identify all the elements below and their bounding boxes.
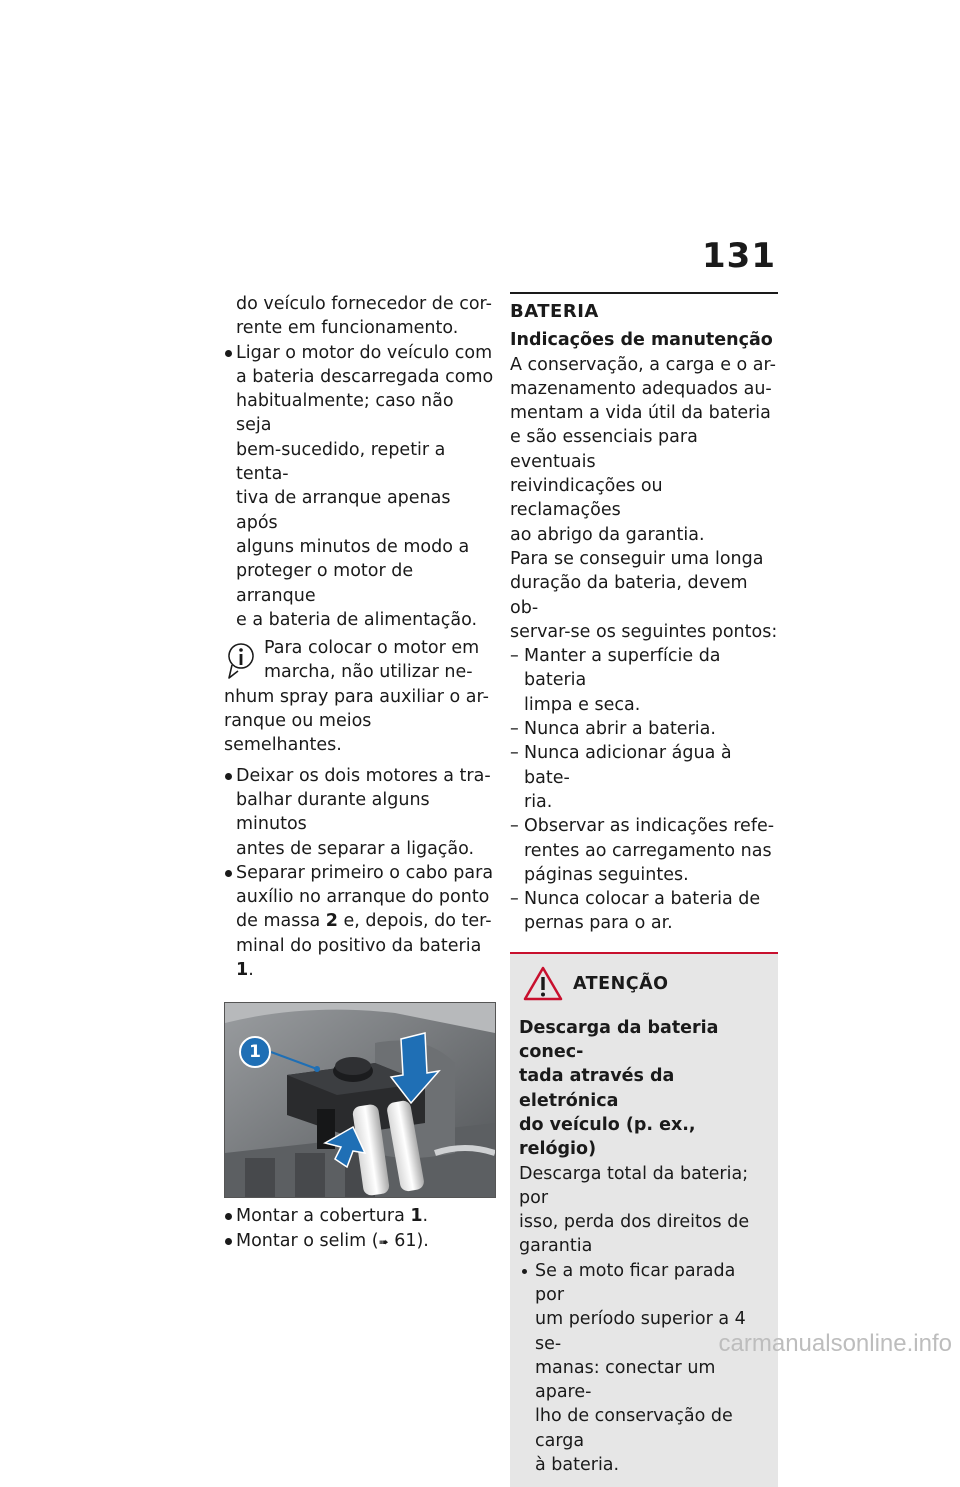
dash-mark: – <box>510 646 519 667</box>
text-fragment: . <box>422 1206 429 1227</box>
text-fragment: . <box>248 960 254 981</box>
battery-photo <box>224 1002 496 1198</box>
text-line: reivindicações ou reclamações <box>510 476 663 521</box>
text-line: nhum spray para auxiliar o ar- <box>224 686 489 707</box>
dash-mark: – <box>510 719 519 740</box>
text-line: tiva de arranque apenas após <box>236 488 451 533</box>
dash-mark: – <box>510 889 519 910</box>
text-line: antes de separar a ligação. <box>236 838 475 859</box>
text-line: duração da bateria, devem ob- <box>510 573 748 618</box>
warning-text <box>519 1162 769 1259</box>
text-line: balhar durante alguns minutos <box>236 789 430 835</box>
warning-bullet <box>519 1259 769 1478</box>
right-column <box>510 292 778 1487</box>
text-line: tada através da eletrónica <box>519 1066 675 1111</box>
text-line: Se a moto ficar parada por <box>535 1260 736 1305</box>
text-line: proteger o motor de arranque <box>236 561 414 606</box>
bullet-item <box>224 764 494 861</box>
warning-triangle-icon <box>523 966 563 1002</box>
text-line: bem-sucedido, repetir a tenta- <box>236 439 446 485</box>
dash-mark: – <box>510 743 519 764</box>
warning-box <box>510 952 778 1487</box>
text-line: Manter a superfície da bateria <box>524 646 721 691</box>
text-line: alguns minutos de modo a <box>236 536 470 557</box>
warning-title: ATENÇÃO <box>573 973 669 994</box>
text-line: do veículo fornecedor de cor- <box>236 294 492 314</box>
text-line: um período superior a 4 se- <box>535 1309 746 1354</box>
page-number: 131 <box>702 236 776 276</box>
text-line: A conservação, a carga e o ar- <box>510 354 776 375</box>
bullet-item <box>224 1204 494 1228</box>
text-fragment: minal do positivo da bateria <box>236 935 482 956</box>
dash-item <box>510 741 778 814</box>
text-line: à bateria. <box>535 1455 620 1476</box>
text-line: Para colocar o motor em <box>264 638 480 659</box>
text-line: rentes ao carregamento nas <box>524 840 772 861</box>
text-line: ria. <box>524 791 553 812</box>
text-fragment: e, depois, do ter- <box>337 911 492 932</box>
bullet-item <box>224 861 494 982</box>
text-line: isso, perda dos direitos de <box>519 1212 750 1233</box>
text-line: habitualmente; caso não seja <box>236 391 454 436</box>
text-line: limpa e seca. <box>524 694 641 715</box>
text-line: servar-se os seguintes pontos: <box>510 621 778 642</box>
text-line: rente em funcionamento. <box>236 318 459 339</box>
text-line: Observar as indicações refe- <box>524 816 775 837</box>
reference-number: 1 <box>410 1206 423 1227</box>
text-line: marcha, não utilizar ne- <box>264 662 473 683</box>
text-line: mentam a vida útil da bateria <box>510 403 771 424</box>
text-line: e são essenciais para eventuais <box>510 427 698 472</box>
text-line: ranque ou meios semelhantes. <box>224 711 372 756</box>
text-line: manas: conectar um apare- <box>535 1357 716 1403</box>
text-fragment: de massa <box>236 911 326 932</box>
text-fragment: Montar a cobertura <box>236 1206 411 1227</box>
text-line: mazenamento adequados au- <box>510 378 772 399</box>
text-line: garantia <box>519 1236 593 1257</box>
text-line: Ligar o motor do veículo com <box>236 342 493 363</box>
section-rule <box>510 292 778 294</box>
dash-item <box>510 814 778 887</box>
text-line: Nunca abrir a bateria. <box>524 719 716 740</box>
page-reference-arrow-icon: ➠ <box>378 1234 389 1249</box>
intro-text <box>224 292 494 341</box>
dash-item <box>510 644 778 717</box>
text-line: Separar primeiro o cabo para <box>236 862 494 883</box>
left-column <box>224 292 494 1254</box>
section-title: BATERIA <box>510 301 599 322</box>
points-intro <box>510 547 778 644</box>
text-line: Nunca adicionar água à bate- <box>524 743 732 788</box>
text-line: lho de conservação de carga <box>535 1406 733 1451</box>
dash-item <box>510 887 778 936</box>
text-line: Para se conseguir uma longa <box>510 548 764 569</box>
subheading: Indicações de manutenção <box>510 330 773 351</box>
dash-item <box>510 717 778 741</box>
text-line: Descarga da bateria conec- <box>519 1017 719 1063</box>
photo-callout-1: 1 <box>249 1042 261 1063</box>
reference-number: 1 <box>236 960 249 981</box>
warning-subtitle <box>519 1016 769 1162</box>
text-line: Deixar os dois motores a tra- <box>236 765 491 786</box>
text-line: do veículo (p. ex., relógio) <box>519 1114 696 1160</box>
watermark: carmanualsonline.info <box>718 1330 952 1357</box>
bullet-item <box>224 1229 494 1254</box>
maintenance-paragraph <box>510 353 778 547</box>
text-line: Descarga total da bateria; por <box>519 1163 749 1208</box>
text-line: ao abrigo da garantia. <box>510 524 705 545</box>
warning-header <box>519 966 769 1002</box>
dash-mark: – <box>510 816 519 837</box>
bullet-item <box>224 341 494 633</box>
text-line: a bateria descarregada como <box>236 366 494 387</box>
reference-number: 2 <box>325 911 338 932</box>
info-note <box>224 636 494 757</box>
text-line: auxílio no arranque do ponto <box>236 887 490 908</box>
text-line: e a bateria de alimentação. <box>236 609 478 630</box>
text-line: páginas seguintes. <box>524 864 689 885</box>
text-fragment: Montar o selim ( <box>236 1230 379 1251</box>
battery-illustration <box>225 1003 495 1197</box>
info-icon <box>226 638 256 682</box>
text-fragment: 61). <box>388 1230 429 1251</box>
text-line: pernas para o ar. <box>524 913 673 934</box>
text-line: Nunca colocar a bateria de <box>524 889 761 910</box>
